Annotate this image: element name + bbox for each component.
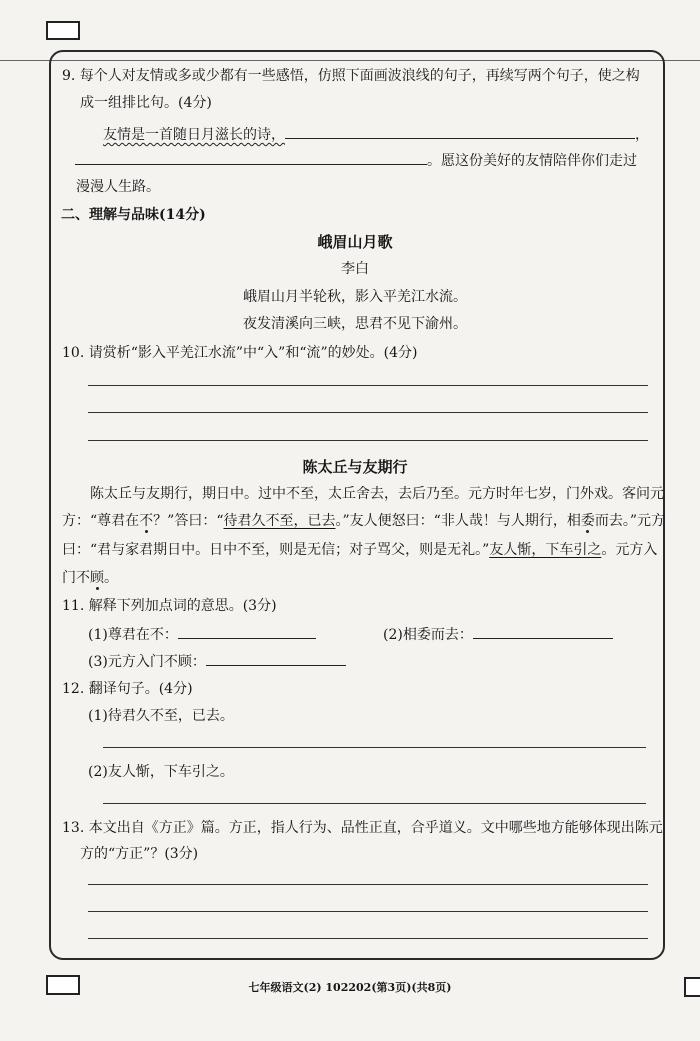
q9-line2: 成一组排比句。(4分)	[80, 95, 212, 111]
q13-answer-line-3[interactable]	[88, 938, 648, 939]
q13-line1: 13. 本文出自《方正》篇。方正，指人行为、品性正直，合乎道义。文中哪些地方能够体现出陈元	[62, 820, 663, 836]
q10-answer-line-3[interactable]	[88, 440, 648, 441]
q12-item2: (2)友人惭，下车引之。	[88, 764, 234, 780]
page-footer: 七年级语文(2) 102202(第3页)(共8页)	[248, 981, 452, 994]
underlined-sentence-1: 待君久不至，已去	[223, 513, 336, 529]
passage-line4: 门不顾。	[62, 570, 118, 586]
q13-answer-line-1[interactable]	[88, 884, 648, 885]
q9-answer-blank-2[interactable]	[75, 150, 427, 165]
underlined-sentence-2: 友人惭，下车引之	[489, 542, 602, 558]
q11-text: 11. 解释下列加点词的意思。(3分)	[62, 598, 277, 614]
passage-title: 陈太丘与友期行	[302, 458, 408, 476]
poem-line2: 夜发清溪向三峡，思君不见下渝州。	[243, 316, 467, 332]
passage-line3: 曰：“君与家君期日中。日中不至，则是无信；对子骂父，则是无礼。”友人惭，下车引之。元方入	[62, 542, 658, 558]
q12-answer-line-2[interactable]	[103, 803, 646, 804]
q9-line4	[75, 150, 637, 170]
poem-line1: 峨眉山月半轮秋，影入平羌江水流。	[243, 289, 467, 305]
q10-answer-line-1[interactable]	[88, 385, 648, 386]
q11-answer-blank-1[interactable]	[178, 624, 316, 639]
section2-heading: 二、理解与品味(14分)	[61, 207, 206, 223]
q9-tail1: 。愿这份美好的友情陪伴你们走过	[427, 153, 637, 169]
q13-line2: 方的“方正”？(3分)	[80, 846, 199, 862]
q12-answer-line-1[interactable]	[103, 747, 646, 748]
q11-answer-blank-2[interactable]	[473, 624, 613, 639]
passage-line1: 陈太丘与友期行，期日中。过中不至，太丘舍去，去后乃至。元方时年七岁，门外戏。客问元	[90, 486, 664, 502]
q9-example-line	[103, 124, 649, 144]
q9-tail2: 漫漫人生路。	[76, 179, 160, 195]
q11-item1: (1)尊君在不：	[88, 624, 316, 644]
poem-author: 李白	[341, 261, 369, 277]
corner-marker-top-left	[46, 21, 80, 40]
q12-item1: (1)待君久不至，已去。	[88, 708, 234, 724]
dotted-char-gu: 顾	[90, 570, 104, 586]
q12-text: 12. 翻译句子。(4分)	[62, 681, 193, 697]
dotted-char-bu: 不	[139, 513, 154, 529]
q11-answer-blank-3[interactable]	[206, 651, 346, 666]
q9-answer-blank-1[interactable]	[285, 124, 635, 139]
q9-comma: ，	[635, 127, 649, 143]
dotted-char-wei: 委	[580, 513, 595, 529]
q11-item3: (3)元方入门不顾：	[88, 651, 346, 671]
q10-answer-line-2[interactable]	[88, 412, 648, 413]
q13-answer-line-2[interactable]	[88, 911, 648, 912]
q11-item2: (2)相委而去：	[383, 624, 613, 644]
poem-title: 峨眉山月歌	[317, 233, 393, 251]
passage-line2: 方：“尊君在不？”答曰：“待君久不至，已去。”友人便怒曰：“非人哉！与人期行，相委而去。”元方	[62, 513, 665, 529]
q9-line1: 9. 每个人对友情或多或少都有一些感悟，仿照下面画波浪线的句子，再续写两个句子，使之构	[62, 68, 640, 84]
corner-marker-bottom-right	[684, 977, 700, 997]
q10-text: 10. 请赏析“影入平羌江水流”中“入”和“流”的妙处。(4分)	[62, 345, 418, 361]
q9-example-sentence: 友情是一首随日月滋长的诗，	[103, 127, 285, 143]
